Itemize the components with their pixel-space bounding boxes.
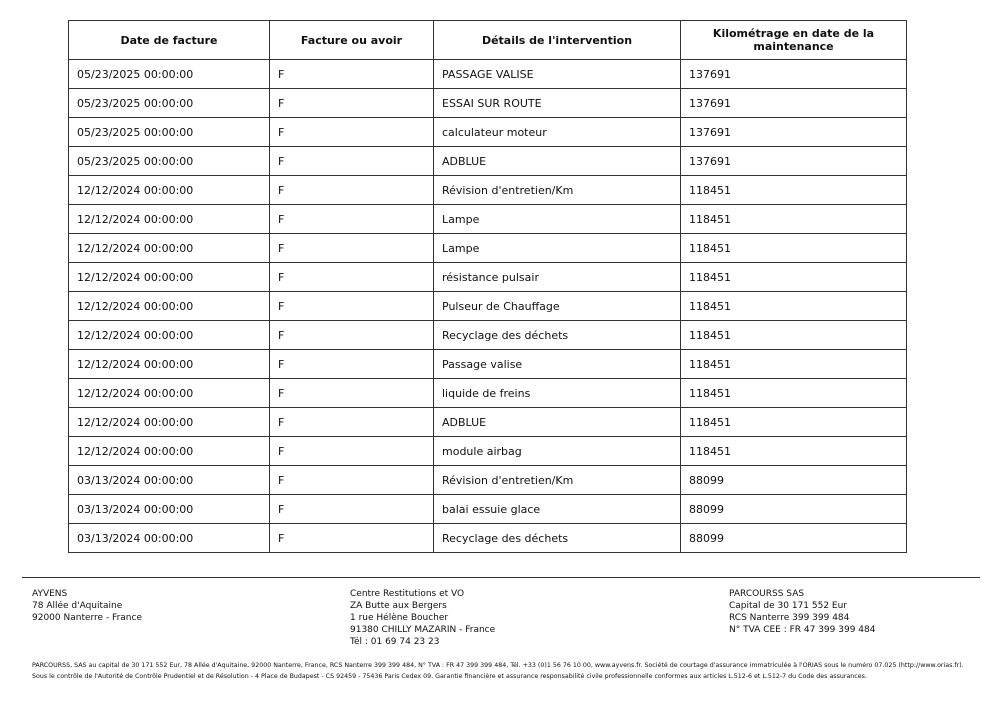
cell-invoice-type: F (270, 234, 434, 263)
footer-left-line: AYVENS (32, 589, 68, 599)
cell-invoice-type: F (270, 495, 434, 524)
table-row (69, 60, 907, 89)
cell-intervention-detail: Recyclage des déchets (434, 524, 681, 553)
table-row (69, 524, 907, 553)
cell-invoice-type: F (270, 205, 434, 234)
cell-mileage: 118451 (681, 176, 907, 205)
cell-invoice-date: 03/13/2024 00:00:00 (69, 466, 270, 495)
cell-invoice-type: F (270, 466, 434, 495)
cell-mileage: 137691 (681, 60, 907, 89)
cell-mileage: 137691 (681, 89, 907, 118)
cell-mileage: 118451 (681, 205, 907, 234)
cell-intervention-detail: Passage valise (434, 350, 681, 379)
table-row (69, 147, 907, 176)
header-invoice-date: Date de facture (69, 21, 270, 60)
cell-invoice-type: F (270, 292, 434, 321)
header-mileage: Kilométrage en date de la maintenance (681, 21, 907, 60)
cell-invoice-date: 05/23/2025 00:00:00 (69, 89, 270, 118)
table-row (69, 176, 907, 205)
cell-intervention-detail: balai essuie glace (434, 495, 681, 524)
footer-mid-line: ZA Butte aux Bergers (350, 601, 447, 611)
cell-intervention-detail: Lampe (434, 205, 681, 234)
table-row (69, 263, 907, 292)
cell-invoice-type: F (270, 176, 434, 205)
cell-intervention-detail: module airbag (434, 437, 681, 466)
table-row (69, 379, 907, 408)
cell-mileage: 118451 (681, 379, 907, 408)
cell-intervention-detail: ADBLUE (434, 147, 681, 176)
cell-intervention-detail: calculateur moteur (434, 118, 681, 147)
maintenance-table-container (68, 20, 906, 553)
footer-mid-line: 1 rue Hélène Boucher (350, 613, 449, 623)
cell-intervention-detail: ESSAI SUR ROUTE (434, 89, 681, 118)
footer-right-line: PARCOURSS SAS (729, 589, 805, 599)
footer-right-line: RCS Nanterre 399 399 484 (729, 613, 850, 623)
cell-intervention-detail: ADBLUE (434, 408, 681, 437)
footer-company-address (32, 588, 142, 624)
cell-invoice-date: 12/12/2024 00:00:00 (69, 321, 270, 350)
cell-invoice-type: F (270, 321, 434, 350)
cell-invoice-type: F (270, 118, 434, 147)
cell-mileage: 118451 (681, 321, 907, 350)
cell-invoice-type: F (270, 60, 434, 89)
cell-invoice-type: F (270, 379, 434, 408)
footer-mid-line: Centre Restitutions et VO (350, 589, 465, 599)
table-header-row (69, 21, 907, 60)
cell-intervention-detail: Révision d'entretien/Km (434, 176, 681, 205)
cell-invoice-date: 05/23/2025 00:00:00 (69, 118, 270, 147)
header-intervention-details: Détails de l'intervention (434, 21, 681, 60)
maintenance-history-table (68, 20, 907, 553)
footer-legal-notice (32, 660, 972, 682)
table-row (69, 408, 907, 437)
table-row (69, 321, 907, 350)
cell-invoice-date: 12/12/2024 00:00:00 (69, 379, 270, 408)
cell-mileage: 118451 (681, 408, 907, 437)
cell-mileage: 88099 (681, 466, 907, 495)
cell-invoice-date: 12/12/2024 00:00:00 (69, 350, 270, 379)
cell-intervention-detail: Lampe (434, 234, 681, 263)
table-row (69, 89, 907, 118)
cell-mileage: 118451 (681, 234, 907, 263)
cell-mileage: 88099 (681, 524, 907, 553)
cell-invoice-date: 12/12/2024 00:00:00 (69, 408, 270, 437)
cell-mileage: 118451 (681, 350, 907, 379)
cell-invoice-type: F (270, 89, 434, 118)
table-row (69, 495, 907, 524)
table-row (69, 466, 907, 495)
cell-mileage: 118451 (681, 292, 907, 321)
cell-invoice-date: 12/12/2024 00:00:00 (69, 234, 270, 263)
footer-divider (22, 577, 980, 578)
cell-invoice-type: F (270, 147, 434, 176)
table-row (69, 350, 907, 379)
cell-intervention-detail: Révision d'entretien/Km (434, 466, 681, 495)
cell-mileage: 118451 (681, 263, 907, 292)
cell-intervention-detail: Recyclage des déchets (434, 321, 681, 350)
cell-invoice-date: 03/13/2024 00:00:00 (69, 495, 270, 524)
footer-left-line: 78 Allée d'Aquitaine (32, 601, 123, 611)
table-row (69, 234, 907, 263)
footer-return-center (350, 588, 495, 648)
cell-mileage: 118451 (681, 437, 907, 466)
footer-right-line: Capital de 30 171 552 Eur (729, 601, 848, 611)
table-row (69, 205, 907, 234)
cell-invoice-type: F (270, 263, 434, 292)
cell-mileage: 88099 (681, 495, 907, 524)
legal-line-2: Sous le contrôle de l'Autorité de Contrôle Prudentiel et de Résolution - 4 Place de Budapest - CS 92459 - 75436 Paris Cedex 09. Garantie financière et assurance responsabilité civile professionnelle conformes aux articles L.512-6 et L.512-7 du Code des assurances. (32, 673, 867, 680)
cell-intervention-detail: PASSAGE VALISE (434, 60, 681, 89)
cell-intervention-detail: liquide de freins (434, 379, 681, 408)
legal-line-1: PARCOURSS, SAS au capital de 30 171 552 Eur, 78 Allée d'Aquitaine, 92000 Nanterre, France, RCS Nanterre 399 399 484, N° TVA : FR 47 399 399 484, Tél. +33 (0)1 56 76 10 00, www.ayvens.fr. Société de courtage d'assurance immatriculée à l'ORIAS sous le numéro 07.025 (http://www.orias.fr). (32, 662, 964, 669)
cell-mileage: 137691 (681, 147, 907, 176)
cell-invoice-date: 05/23/2025 00:00:00 (69, 147, 270, 176)
cell-invoice-date: 03/13/2024 00:00:00 (69, 524, 270, 553)
cell-invoice-date: 12/12/2024 00:00:00 (69, 176, 270, 205)
footer-right-line: N° TVA CEE : FR 47 399 399 484 (729, 625, 876, 635)
table-row (69, 118, 907, 147)
cell-invoice-date: 12/12/2024 00:00:00 (69, 292, 270, 321)
cell-invoice-date: 05/23/2025 00:00:00 (69, 60, 270, 89)
footer-mid-line: 91380 CHILLY MAZARIN - France (350, 625, 496, 635)
cell-invoice-type: F (270, 408, 434, 437)
footer-legal-entity (729, 588, 875, 636)
cell-invoice-date: 12/12/2024 00:00:00 (69, 263, 270, 292)
cell-invoice-type: F (270, 524, 434, 553)
table-row (69, 292, 907, 321)
cell-invoice-type: F (270, 437, 434, 466)
header-invoice-or-credit: Facture ou avoir (270, 21, 434, 60)
footer-left-line: 92000 Nanterre - France (32, 613, 142, 623)
cell-invoice-type: F (270, 350, 434, 379)
footer-mid-line: Tél : 01 69 74 23 23 (350, 637, 440, 647)
table-row (69, 437, 907, 466)
cell-invoice-date: 12/12/2024 00:00:00 (69, 205, 270, 234)
table-body (69, 60, 907, 553)
cell-intervention-detail: Pulseur de Chauffage (434, 292, 681, 321)
cell-mileage: 137691 (681, 118, 907, 147)
cell-invoice-date: 12/12/2024 00:00:00 (69, 437, 270, 466)
cell-intervention-detail: résistance pulsair (434, 263, 681, 292)
